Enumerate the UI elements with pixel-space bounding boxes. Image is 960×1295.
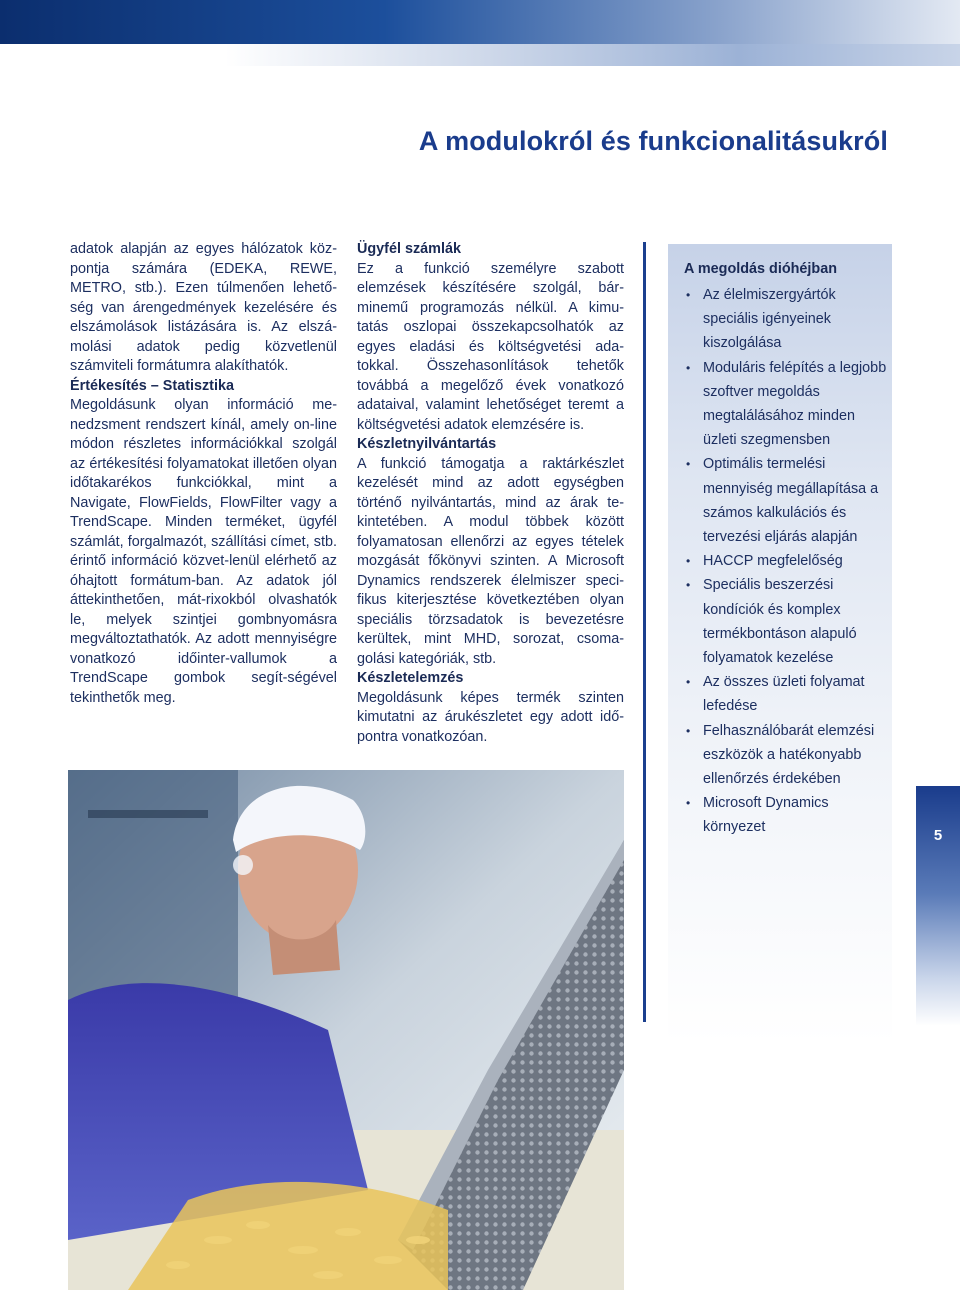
page-number-tab xyxy=(916,786,960,1026)
photo-illustration xyxy=(68,770,624,1290)
bullet-icon: • xyxy=(686,360,691,375)
summary-list xyxy=(684,283,890,840)
inventory-paragraph: A funkció támogatja a raktárkészlet kezelését mind az adott egységben történő nyilvántartás, mind az árak te-kintetében. A modul többek között folyamatosan ellenőrzi az egyes tételek mozgását főkönyvi szinten. A Microsoft Dynamics rendszerek élelmiszer speci-fikus kiterjesztése következtében olyan speciális törzsadatok is bevezetésre kerültek, mint MHD, sorozat, csoma-golási kategóriák, stb. xyxy=(357,455,624,667)
summary-list-item xyxy=(684,283,890,356)
summary-list-item xyxy=(684,573,890,670)
bullet-icon: • xyxy=(686,288,691,302)
bullet-icon: • xyxy=(686,723,691,738)
customer-accounts-paragraph: Ez a funkció személyre szabott elemzések készítésére szolgál, bár-minemű programozás nélkül. A kimu-tatás oszlopai összekapcsolhatók az egyes eladási és költségvetési ada-tokkal. Összehasonlítások tehetők továbbá a megelőző évek vonatkozó adataival, valamint lehetőséget teremt a költségvetési adatok elemzésére is. xyxy=(357,260,624,433)
intro-paragraph: adatok alapján az egyes hálózatok köz-pontja számára (EDEKA, REWE, METRO, stb.). Ezen túlmenően lehető-ség van árengedmények kezelésére és elszámolások listázására is. Az elszá-molási adatok pedig közvetlenül számviteli formátumra alakíthatók. xyxy=(70,241,337,374)
stock-analysis-heading: Készletelemzés xyxy=(357,670,464,686)
sales-statistics-paragraph: Megoldásunk olyan információ me-nedzsment rendszert kínál, amely on-line módon részletes információkkal szolgál az értékesítési folyamatokat illetően olyan időtakarékos funkciókkal, mint a Navigate, FlowFields, FlowFilter vagy a TrendScape. Minden terméket, ügyfél számlát, forgalmazót, szállítási címet, stb. érintő információ közvet-lenül elérhető az óhajtott formátum-ban. Az adatok jól áttekinthetően, mát-rixokból olvashatók le, melyek szintjei gombnyomásra megváltoztathatók. Az adott mennyiségre vonatkozó időinter-vallumok a TrendScape gombok segít-ségével tekinthetők meg. xyxy=(70,397,337,706)
bullet-icon: • xyxy=(686,457,691,472)
summary-list-item-text: HACCP megfelelőség xyxy=(703,553,843,570)
summary-list-item-text: Speciális beszerzési kondíciók és komplex termékbontáson alapuló folyamatok kezelése xyxy=(703,577,857,667)
column-divider xyxy=(643,242,646,1022)
bullet-icon: • xyxy=(686,675,691,690)
header-sub-bar xyxy=(225,44,960,66)
bullet-icon: • xyxy=(686,796,691,811)
inventory-heading: Készletnyilvántartás xyxy=(357,436,497,452)
text-column-2 xyxy=(357,240,624,747)
summary-list-item-text: Az élelmiszergyártók speciális igényeinek kiszolgálása xyxy=(703,287,836,352)
header-gradient-bar xyxy=(0,0,960,44)
customer-accounts-heading: Ügyfél számlák xyxy=(357,241,461,257)
factory-worker-photo xyxy=(68,770,624,1290)
summary-list-item xyxy=(684,549,890,573)
summary-list-item xyxy=(684,791,890,839)
summary-list-item-text: Optimális termelési mennyiség megállapítása a számos kalkulációs és tervezési eljárás alapján xyxy=(703,456,879,546)
summary-list-item-text: Moduláris felépítés a legjobb szoftver megoldás megtalálásához minden üzleti szegmensben xyxy=(703,359,887,449)
summary-list-item xyxy=(684,452,890,549)
bullet-icon: • xyxy=(686,578,691,593)
page-title: A modulokról és funkcionalitásukról xyxy=(418,126,888,156)
summary-list-item xyxy=(684,719,890,792)
summary-list-item xyxy=(684,356,890,453)
sales-statistics-heading: Értékesítés – Statisztika xyxy=(70,377,234,394)
summary-list-item-text: Microsoft Dynamics környezet xyxy=(703,795,829,836)
page-number: 5 xyxy=(933,827,943,844)
summary-list-item-text: Felhasználóbarát elemzési eszközök a hatékonyabb ellenőrzés érdekében xyxy=(703,722,875,788)
text-column-1 xyxy=(70,240,337,708)
stock-analysis-paragraph: Megoldásunk képes termék szinten kimutatni az árukészletet egy adott idő-pontra vonatkozóan. xyxy=(357,689,624,745)
summary-box-title: A megoldás dióhéjban xyxy=(684,261,837,277)
summary-list-item xyxy=(684,670,890,718)
bullet-icon: • xyxy=(686,554,691,569)
summary-list-item-text: Az összes üzleti folyamat lefedése xyxy=(703,674,865,715)
